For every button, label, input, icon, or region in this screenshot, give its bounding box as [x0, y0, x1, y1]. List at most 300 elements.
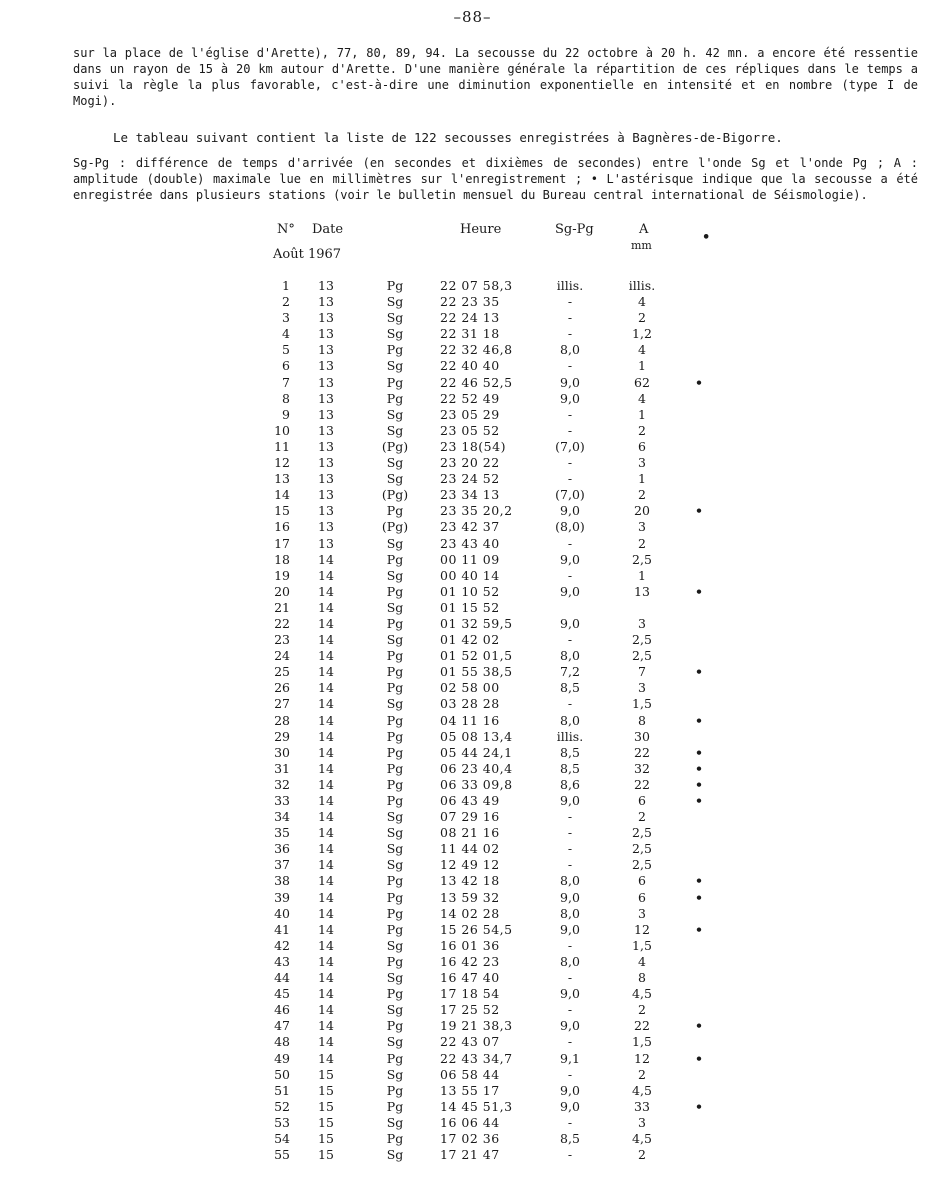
row-date: 14	[318, 567, 334, 583]
table-row	[0, 1115, 945, 1131]
row-date: 14	[318, 873, 334, 889]
row-phase: Pg	[386, 615, 404, 631]
row-sg-pg: -	[567, 1114, 573, 1130]
row-number: 2	[282, 294, 290, 310]
row-sg-pg: 9,0	[560, 889, 580, 905]
row-date: 13	[318, 487, 334, 503]
row-phase: Sg	[386, 294, 404, 310]
row-date: 14	[318, 857, 334, 873]
row-phase: Pg	[386, 680, 404, 696]
row-station-mark: •	[695, 1098, 703, 1114]
row-phase: Pg	[386, 744, 404, 760]
row-phase: (Pg)	[381, 438, 409, 454]
row-number: 36	[274, 841, 290, 857]
row-time: 01 10 52	[440, 583, 500, 599]
row-phase: Pg	[386, 278, 404, 293]
table-row	[0, 648, 945, 664]
row-date: 13	[318, 422, 334, 438]
row-number: 32	[274, 776, 290, 792]
row-number: 30	[274, 744, 290, 760]
table-header-date: Date	[312, 222, 344, 237]
row-number: 5	[282, 342, 290, 358]
table-row	[0, 857, 945, 873]
row-phase: Pg	[386, 1018, 404, 1034]
row-date: 14	[318, 953, 334, 969]
row-time: 16 06 44	[440, 1114, 500, 1130]
row-time: 04 11 16	[440, 712, 500, 728]
row-amplitude: 4,5	[632, 1082, 652, 1098]
row-time: 22 32 46,8	[440, 342, 513, 358]
row-sg-pg: (7,0)	[555, 487, 585, 503]
row-phase: Sg	[386, 1147, 404, 1163]
row-date: 14	[318, 970, 334, 986]
row-number: 55	[274, 1147, 290, 1163]
row-phase: Pg	[386, 342, 404, 358]
table-row	[0, 342, 945, 358]
row-station-mark: •	[695, 583, 703, 599]
row-number: 48	[274, 1034, 290, 1050]
row-date: 14	[318, 583, 334, 599]
row-number: 46	[274, 1002, 290, 1018]
row-sg-pg: -	[567, 567, 573, 583]
row-phase: Pg	[386, 776, 404, 792]
table-row	[0, 536, 945, 552]
row-sg-pg: (8,0)	[555, 519, 585, 535]
row-phase: Pg	[386, 921, 404, 937]
row-amplitude: 1	[638, 471, 646, 487]
table-row	[0, 761, 945, 777]
row-phase: Pg	[386, 503, 404, 519]
row-amplitude: 2,5	[632, 825, 652, 841]
row-date: 14	[318, 921, 334, 937]
row-phase: Pg	[386, 728, 404, 744]
row-time: 06 58 44	[440, 1066, 500, 1082]
table-row	[0, 552, 945, 568]
row-sg-pg: 8,6	[560, 776, 580, 792]
row-station-mark: •	[695, 664, 703, 680]
row-phase: Pg	[386, 390, 404, 406]
row-time: 22 07 58,3	[440, 278, 513, 293]
table-row	[0, 326, 945, 342]
table-row	[0, 375, 945, 391]
row-amplitude: 1	[638, 358, 646, 374]
table-row	[0, 455, 945, 471]
row-time: 17 02 36	[440, 1130, 500, 1146]
row-date: 13	[318, 519, 334, 535]
row-amplitude: 2,5	[632, 841, 652, 857]
row-date: 15	[318, 1130, 334, 1146]
row-time: 22 46 52,5	[440, 374, 513, 390]
row-sg-pg: -	[567, 455, 573, 471]
row-date: 13	[318, 342, 334, 358]
page-number: –88–	[453, 8, 492, 26]
row-amplitude: 2	[638, 1066, 646, 1082]
row-phase: Pg	[386, 1050, 404, 1066]
row-phase: Sg	[386, 599, 404, 615]
row-station-mark: •	[695, 1050, 703, 1066]
table-row	[0, 391, 945, 407]
row-number: 40	[274, 905, 290, 921]
row-amplitude: 3	[638, 519, 646, 535]
row-time: 22 31 18	[440, 326, 500, 342]
row-phase: Pg	[386, 648, 404, 664]
table-header-a: A	[639, 222, 649, 237]
row-station-mark: •	[695, 760, 703, 776]
row-amplitude: 3	[638, 1114, 646, 1130]
row-sg-pg: 8,0	[560, 648, 580, 664]
row-phase: (Pg)	[381, 487, 409, 503]
row-amplitude: 1	[638, 567, 646, 583]
table-row	[0, 873, 945, 889]
row-number: 19	[274, 567, 290, 583]
row-time: 17 18 54	[440, 986, 500, 1002]
row-number: 6	[282, 358, 290, 374]
row-amplitude: 4,5	[632, 986, 652, 1002]
row-amplitude: 6	[638, 873, 646, 889]
row-time: 08 21 16	[440, 825, 500, 841]
table-row	[0, 294, 945, 310]
row-number: 17	[274, 535, 290, 551]
row-time: 22 23 35	[440, 294, 500, 310]
row-amplitude: 1,2	[632, 326, 652, 342]
table-row	[0, 1051, 945, 1067]
row-number: 31	[274, 760, 290, 776]
row-date: 14	[318, 712, 334, 728]
row-number: 8	[282, 390, 290, 406]
row-phase: Sg	[386, 535, 404, 551]
row-sg-pg: 9,0	[560, 503, 580, 519]
row-sg-pg: 9,0	[560, 374, 580, 390]
row-time: 16 01 36	[440, 937, 500, 953]
row-date: 14	[318, 615, 334, 631]
row-station-mark: •	[695, 712, 703, 728]
row-number: 27	[274, 696, 290, 712]
row-time: 16 42 23	[440, 953, 500, 969]
row-time: 05 44 24,1	[440, 744, 513, 760]
row-sg-pg: 9,0	[560, 921, 580, 937]
row-sg-pg: 8,5	[560, 760, 580, 776]
row-date: 15	[318, 1114, 334, 1130]
row-time: 23 42 37	[440, 519, 500, 535]
row-time: 11 44 02	[440, 841, 500, 857]
row-time: 03 28 28	[440, 696, 500, 712]
row-amplitude: 2	[638, 809, 646, 825]
row-sg-pg: -	[567, 294, 573, 310]
row-date: 14	[318, 599, 334, 615]
row-date: 13	[318, 471, 334, 487]
row-phase: Sg	[386, 841, 404, 857]
table-header-month: Août 1967	[273, 247, 342, 262]
row-sg-pg: -	[567, 406, 573, 422]
table-header-no: N°	[277, 222, 295, 237]
row-amplitude: 3	[638, 615, 646, 631]
row-amplitude: 62	[634, 374, 650, 390]
table-intro-paragraph: Le tableau suivant contient la liste de 122 secousses enregistrées à Bagnères-de-Bigorre.	[113, 130, 783, 145]
row-date: 13	[318, 503, 334, 519]
row-time: 13 42 18	[440, 873, 500, 889]
table-row	[0, 696, 945, 712]
row-amplitude: 2	[638, 487, 646, 503]
row-amplitude: 4,5	[632, 1130, 652, 1146]
row-date: 14	[318, 728, 334, 744]
row-amplitude: 3	[638, 680, 646, 696]
row-amplitude: 22	[634, 1018, 650, 1034]
row-sg-pg: -	[567, 696, 573, 712]
table-row	[0, 407, 945, 423]
row-amplitude: 4	[638, 953, 646, 969]
row-phase: Pg	[386, 873, 404, 889]
row-date: 13	[318, 294, 334, 310]
row-sg-pg: -	[567, 1002, 573, 1018]
row-station-mark: •	[695, 503, 703, 519]
row-date: 15	[318, 1147, 334, 1163]
table-row	[0, 1067, 945, 1083]
row-time: 05 08 13,4	[440, 728, 513, 744]
row-amplitude: 6	[638, 889, 646, 905]
table-row	[0, 664, 945, 680]
row-phase: Sg	[386, 567, 404, 583]
table-row	[0, 1018, 945, 1034]
row-number: 28	[274, 712, 290, 728]
row-date: 13	[318, 374, 334, 390]
table-row	[0, 439, 945, 455]
table-row	[0, 1002, 945, 1018]
row-amplitude: 22	[634, 776, 650, 792]
row-number: 42	[274, 937, 290, 953]
row-sg-pg: -	[567, 632, 573, 648]
row-station-mark: •	[695, 873, 703, 889]
row-amplitude: 32	[634, 760, 650, 776]
row-phase: Pg	[386, 793, 404, 808]
row-sg-pg: 8,5	[560, 680, 580, 696]
row-number: 44	[274, 970, 290, 986]
row-time: 06 23 40,4	[440, 760, 513, 776]
row-phase: Pg	[386, 1082, 404, 1098]
row-sg-pg: 9,0	[560, 583, 580, 599]
row-sg-pg: 9,0	[560, 390, 580, 406]
row-number: 20	[274, 583, 290, 599]
row-sg-pg: 9,0	[560, 986, 580, 1002]
table-row	[0, 793, 945, 809]
table-row	[0, 970, 945, 986]
row-number: 9	[282, 406, 290, 422]
row-number: 1	[282, 278, 290, 293]
row-phase: Sg	[386, 809, 404, 825]
row-number: 3	[282, 310, 290, 326]
row-amplitude: 2	[638, 1147, 646, 1163]
row-date: 14	[318, 825, 334, 841]
row-station-mark: •	[695, 793, 703, 808]
row-amplitude: 1,5	[632, 937, 652, 953]
row-date: 14	[318, 1050, 334, 1066]
row-phase: Sg	[386, 857, 404, 873]
row-time: 23 34 13	[440, 487, 500, 503]
row-date: 14	[318, 632, 334, 648]
row-time: 23 24 52	[440, 471, 500, 487]
row-phase: Pg	[386, 760, 404, 776]
table-row	[0, 423, 945, 439]
row-date: 15	[318, 1082, 334, 1098]
row-time: 00 11 09	[440, 551, 500, 567]
row-time: 02 58 00	[440, 680, 500, 696]
row-sg-pg: -	[567, 937, 573, 953]
row-sg-pg: -	[567, 1034, 573, 1050]
row-phase: Sg	[386, 358, 404, 374]
row-time: 06 43 49	[440, 793, 500, 808]
table-row	[0, 906, 945, 922]
row-number: 24	[274, 648, 290, 664]
row-time: 01 52 01,5	[440, 648, 513, 664]
row-amplitude: 13	[634, 583, 650, 599]
row-time: 16 47 40	[440, 970, 500, 986]
row-phase: Pg	[386, 583, 404, 599]
row-number: 51	[274, 1082, 290, 1098]
row-number: 12	[274, 455, 290, 471]
row-phase: Pg	[386, 551, 404, 567]
row-amplitude: 30	[634, 728, 650, 744]
row-amplitude: 3	[638, 905, 646, 921]
row-number: 15	[274, 503, 290, 519]
row-phase: Sg	[386, 1114, 404, 1130]
table-header-heure: Heure	[460, 222, 502, 237]
row-date: 13	[318, 455, 334, 471]
row-date: 14	[318, 776, 334, 792]
row-sg-pg: -	[567, 841, 573, 857]
row-date: 14	[318, 1002, 334, 1018]
row-sg-pg: -	[567, 310, 573, 326]
row-amplitude: 8	[638, 970, 646, 986]
row-phase: Pg	[386, 1098, 404, 1114]
row-time: 23 35 20,2	[440, 503, 513, 519]
row-amplitude: 1,5	[632, 1034, 652, 1050]
row-sg-pg: -	[567, 1147, 573, 1163]
table-row	[0, 1131, 945, 1147]
row-sg-pg: 9,0	[560, 793, 580, 808]
row-number: 45	[274, 986, 290, 1002]
row-sg-pg: 9,1	[560, 1050, 580, 1066]
row-number: 29	[274, 728, 290, 744]
row-phase: Pg	[386, 374, 404, 390]
row-number: 43	[274, 953, 290, 969]
row-sg-pg: 7,2	[560, 664, 580, 680]
row-sg-pg: 8,0	[560, 873, 580, 889]
row-sg-pg: -	[567, 809, 573, 825]
row-sg-pg: 9,0	[560, 1098, 580, 1114]
row-amplitude: 2,5	[632, 648, 652, 664]
row-sg-pg: -	[567, 970, 573, 986]
table-row	[0, 310, 945, 326]
row-sg-pg: -	[567, 358, 573, 374]
table-row	[0, 568, 945, 584]
row-date: 14	[318, 696, 334, 712]
row-time: 22 52 49	[440, 390, 500, 406]
table-row	[0, 890, 945, 906]
row-date: 13	[318, 278, 334, 293]
row-time: 14 45 51,3	[440, 1098, 513, 1114]
row-sg-pg: illis.	[556, 728, 584, 744]
row-amplitude: 3	[638, 455, 646, 471]
row-sg-pg: 8,0	[560, 342, 580, 358]
row-phase: Sg	[386, 1066, 404, 1082]
row-phase: Sg	[386, 471, 404, 487]
row-station-mark: •	[695, 889, 703, 905]
row-number: 18	[274, 551, 290, 567]
row-date: 14	[318, 841, 334, 857]
row-number: 13	[274, 471, 290, 487]
row-time: 01 42 02	[440, 632, 500, 648]
row-date: 14	[318, 664, 334, 680]
row-amplitude: 4	[638, 342, 646, 358]
row-date: 14	[318, 889, 334, 905]
row-phase: Sg	[386, 1034, 404, 1050]
row-phase: Sg	[386, 970, 404, 986]
row-time: 17 25 52	[440, 1002, 500, 1018]
row-station-mark: •	[695, 1018, 703, 1034]
row-station-mark: •	[695, 374, 703, 390]
row-date: 14	[318, 1018, 334, 1034]
table-row	[0, 616, 945, 632]
table-row	[0, 986, 945, 1002]
row-phase: Sg	[386, 455, 404, 471]
row-date: 13	[318, 535, 334, 551]
table-header-station-mark: •	[702, 230, 711, 245]
row-phase: Pg	[386, 1130, 404, 1146]
row-station-mark: •	[695, 776, 703, 792]
row-time: 07 29 16	[440, 809, 500, 825]
row-time: 17 21 47	[440, 1147, 500, 1163]
row-date: 13	[318, 390, 334, 406]
row-time: 23 18(54)	[440, 438, 506, 454]
row-date: 13	[318, 358, 334, 374]
row-time: 22 43 07	[440, 1034, 500, 1050]
row-time: 22 43 34,7	[440, 1050, 513, 1066]
row-number: 25	[274, 664, 290, 680]
row-phase: Sg	[386, 825, 404, 841]
table-row	[0, 938, 945, 954]
table-row	[0, 278, 945, 294]
row-phase: Pg	[386, 905, 404, 921]
row-time: 12 49 12	[440, 857, 500, 873]
row-date: 13	[318, 438, 334, 454]
row-number: 7	[282, 374, 290, 390]
row-date: 14	[318, 905, 334, 921]
row-date: 14	[318, 760, 334, 776]
row-number: 35	[274, 825, 290, 841]
row-number: 10	[274, 422, 290, 438]
row-number: 52	[274, 1098, 290, 1114]
row-amplitude: 2	[638, 422, 646, 438]
row-phase: (Pg)	[381, 519, 409, 535]
table-row	[0, 713, 945, 729]
table-row	[0, 471, 945, 487]
legend-paragraph: Sg-Pg : différence de temps d'arrivée (en secondes et dixièmes de secondes) entre l'onde Sg et l'onde Pg ; A : amplitude (double) maximale lue en millimètres sur l'enregistrement ; • L'astérisque indique que la secousse a été enregistrée dans plusieurs stations (voir le bulletin mensuel du Bureau central international de Séismologie).	[73, 156, 918, 202]
row-time: 13 59 32	[440, 889, 500, 905]
row-amplitude: 4	[638, 294, 646, 310]
row-date: 14	[318, 986, 334, 1002]
row-number: 4	[282, 326, 290, 342]
earthquake-table-body	[0, 278, 945, 1163]
row-amplitude: 2,5	[632, 857, 652, 873]
row-number: 14	[274, 487, 290, 503]
row-amplitude: 2	[638, 1002, 646, 1018]
table-row	[0, 1034, 945, 1050]
row-number: 38	[274, 873, 290, 889]
row-number: 23	[274, 632, 290, 648]
row-number: 39	[274, 889, 290, 905]
row-time: 23 20 22	[440, 455, 500, 471]
row-number: 49	[274, 1050, 290, 1066]
row-sg-pg: -	[567, 422, 573, 438]
